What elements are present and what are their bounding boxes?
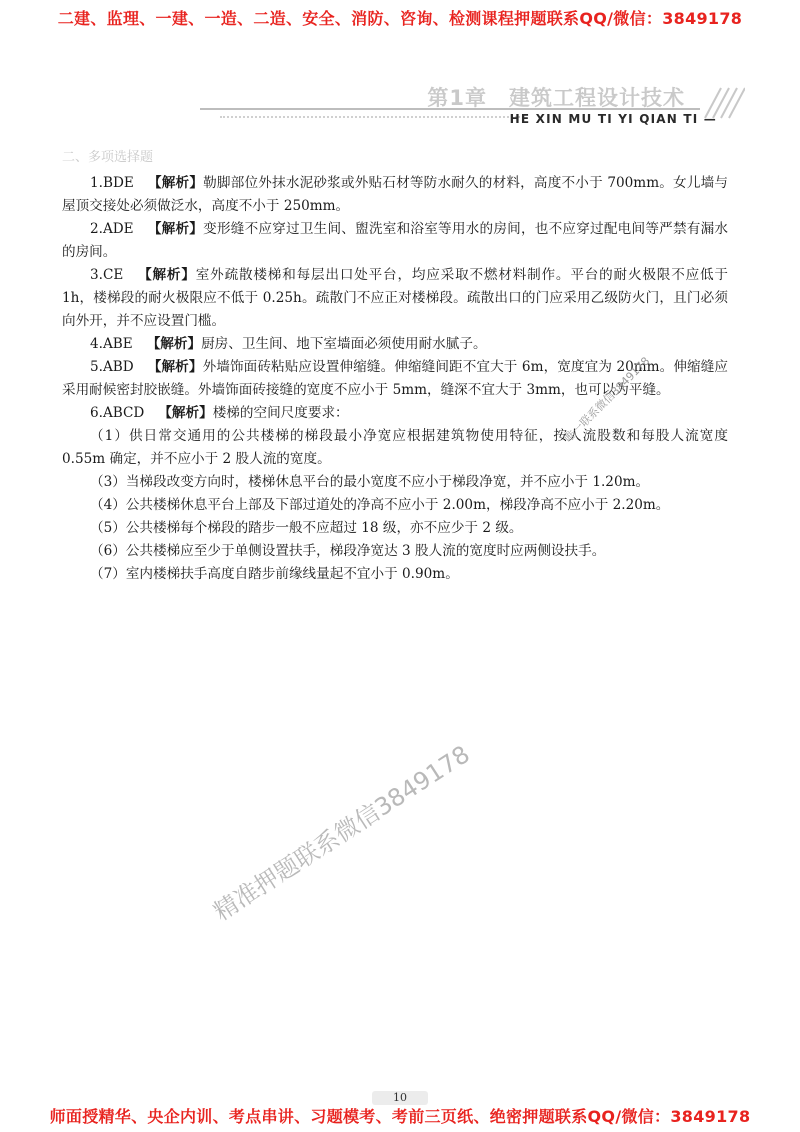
answer-key: 4.ABE <box>90 336 133 352</box>
answer-item <box>62 333 728 356</box>
header-dotted-rule <box>220 116 520 118</box>
top-promo-banner: 二建、监理、一建、一造、二造、安全、消防、咨询、检测课程押题联系QQ/微信：3849178 <box>57 9 743 28</box>
sub-item: （4）公共楼梯休息平台上部及下部过道处的净高不应小于 2.00m，梯段净高不应小于 2.20m。 <box>90 497 670 513</box>
page-number: 10 <box>372 1091 428 1105</box>
answer-key: 1.BDE <box>90 175 134 191</box>
sub-item: （3）当梯段改变方向时，楼梯休息平台的最小宽度不应小于梯段净宽，并不应小于 1.20m。 <box>90 474 650 490</box>
chapter-header <box>200 82 745 132</box>
answer-key: 2.ADE <box>90 221 134 237</box>
chapter-pinyin: HE XIN MU TI YI QIAN TI — <box>509 112 717 126</box>
answer-item <box>62 172 728 218</box>
bottom-promo-banner: 师面授精华、央企内训、考点串讲、习题模考、考前三页纸、绝密押题联系QQ/微信：3849178 <box>49 1107 751 1126</box>
section-heading: 二、多项选择题 <box>62 150 154 165</box>
sub-item: （1）供日常交通用的公共楼梯的梯段最小净宽应根据建筑物使用特征，按人流股数和每股人流宽度 0.55m 确定，并不应小于 2 股人流的宽度。 <box>62 428 728 467</box>
analysis-text: 楼梯的空间尺度要求： <box>212 405 349 421</box>
answer-key: 3.CE <box>90 267 124 283</box>
analysis-text: 外墙饰面砖粘贴应设置伸缩缝。伸缩缝间距不宜大于 6m，宽度宜为 20mm。伸缩缝应采用耐候密封胶嵌缝。外墙饰面砖接缝的宽度不应小于 5mm，缝深不宜大于 3mm，也可以为平缝。 <box>62 359 728 398</box>
sub-item: （5）公共楼梯每个梯段的踏步一般不应超过 18 级，亦不应少于 2 级。 <box>90 520 523 536</box>
small-watermark: 唯一联系微信3849178 <box>561 354 653 445</box>
analysis-text: 室外疏散楼梯和每层出口处平台，均应采取不燃材料制作。平台的耐火极限不应低于 1h，楼梯段的耐火极限应不低于 0.25h。疏散门不应正对楼梯段。疏散出口的门应采用乙级防火门，且门必须向外开，并不应设置门槛。 <box>62 267 729 329</box>
analysis-tag: 【解析】 <box>147 221 204 237</box>
analysis-text: 变形缝不应穿过卫生间、盥洗室和浴室等用水的房间，也不应穿过配电间等严禁有漏水的房间。 <box>62 221 729 260</box>
answer-item <box>62 264 728 333</box>
analysis-tag: 【解析】 <box>147 175 204 191</box>
analysis-tag: 【解析】 <box>147 359 203 375</box>
answer-item <box>62 218 728 264</box>
analysis-tag: 【解析】 <box>146 336 202 352</box>
analysis-text: 勒脚部位外抹水泥砂浆或外贴石材等防水耐久的材料，高度不小于 700mm。女儿墙与屋顶交接处必须做泛水，高度不小于 250mm。 <box>62 175 729 214</box>
analysis-tag: 【解析】 <box>137 267 196 283</box>
answer-key: 5.ABD <box>90 359 134 375</box>
analysis-tag: 【解析】 <box>158 405 213 421</box>
sub-item: （7）室内楼梯扶手高度自踏步前缘线量起不宜小于 0.90m。 <box>90 566 459 582</box>
sub-item: （6）公共楼梯应至少于单侧设置扶手，梯段净宽达 3 股人流的宽度时应两侧设扶手。 <box>90 543 606 559</box>
chapter-title: 第1章 建筑工程设计技术 <box>427 86 685 110</box>
answer-item <box>62 402 728 425</box>
answer-key: 6.ABCD <box>90 405 145 421</box>
center-watermark: 精准押题联系微信3849178 <box>208 740 475 927</box>
analysis-text: 厨房、卫生间、地下室墙面必须使用耐水腻子。 <box>201 336 487 352</box>
